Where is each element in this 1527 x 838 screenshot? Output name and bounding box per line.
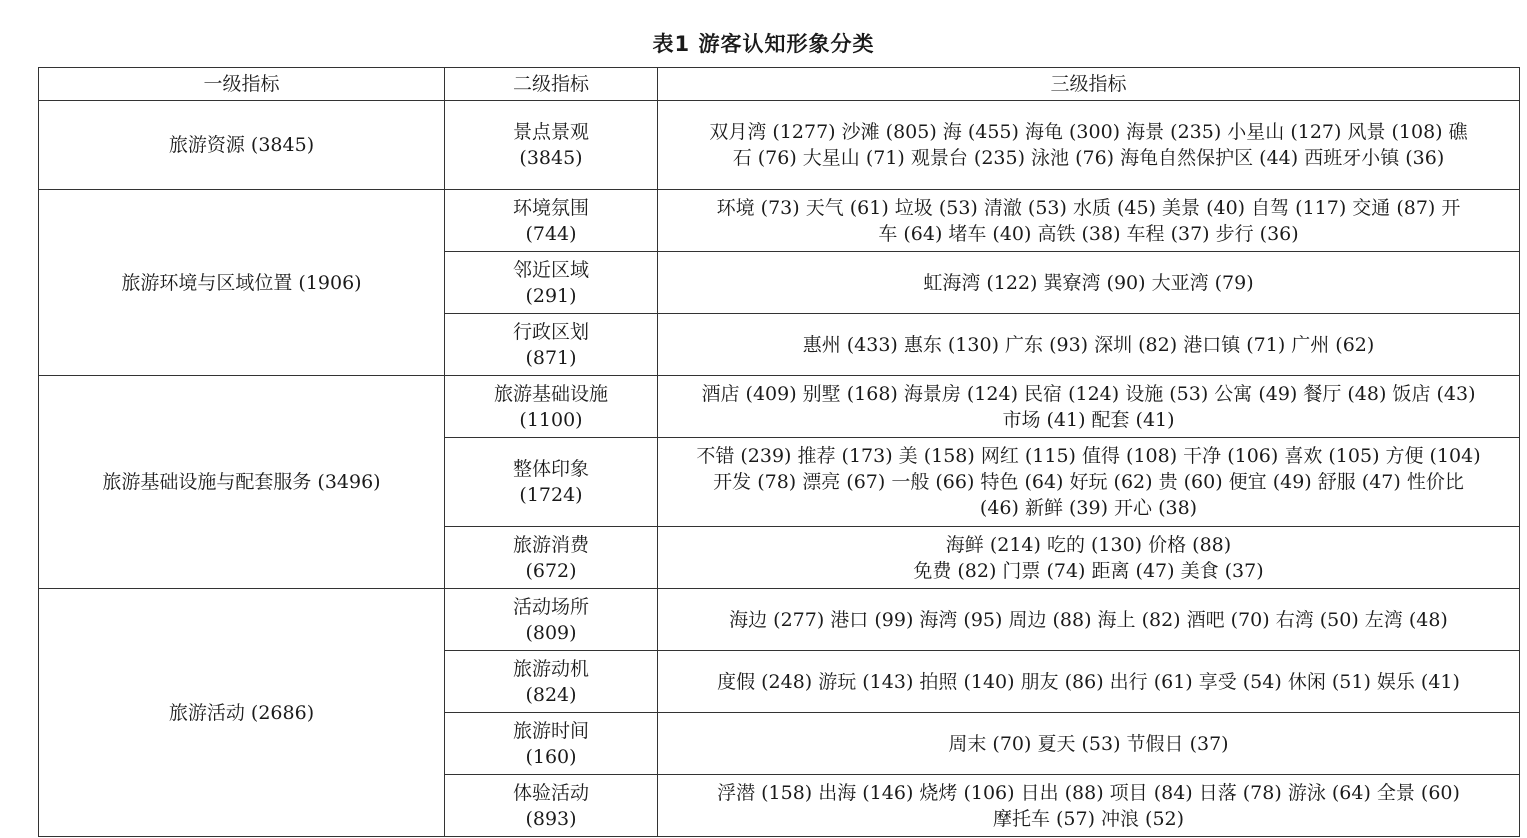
level2-name: 整体印象 bbox=[512, 458, 589, 480]
level2-cell bbox=[445, 651, 658, 713]
level3-line: 环境 (73) 天气 (61) 垃圾 (53) 清澈 (53) 水质 (45) 美景 (40) 自驾 (117) 交通 (87) 开 bbox=[716, 196, 1461, 219]
level2-count: (744) bbox=[525, 222, 577, 245]
level2-name: 旅游时间 bbox=[512, 719, 589, 742]
level1-cell: 旅游环境与区域位置 (1906) bbox=[39, 190, 445, 376]
level2-count: (3845) bbox=[519, 147, 583, 169]
level3-line: (46) 新鲜 (39) 开心 (38) bbox=[979, 497, 1198, 519]
level2-cell bbox=[445, 713, 658, 775]
level2-cell bbox=[445, 376, 658, 438]
level3-line: 虹海湾 (122) 巽寮湾 (90) 大亚湾 (79) bbox=[923, 271, 1254, 294]
level3-line: 双月湾 (1277) 沙滩 (805) 海 (455) 海龟 (300) 海景 (235) 小星山 (127) 风景 (108) 礁 bbox=[709, 121, 1468, 143]
header-level2: 二级指标 bbox=[445, 68, 658, 101]
level2-cell bbox=[445, 252, 658, 314]
level3-cell bbox=[658, 252, 1520, 314]
level3-line: 海边 (277) 港口 (99) 海湾 (95) 周边 (88) 海上 (82) 酒吧 (70) 右湾 (50) 左湾 (48) bbox=[729, 608, 1448, 631]
level2-count: (672) bbox=[525, 559, 577, 582]
level2-count: (291) bbox=[525, 284, 577, 307]
header-row bbox=[39, 68, 1520, 101]
level2-count: (893) bbox=[525, 807, 577, 830]
level2-name: 行政区划 bbox=[512, 320, 589, 343]
level2-count: (871) bbox=[525, 346, 577, 369]
level2-name: 旅游消费 bbox=[512, 533, 589, 556]
level2-name: 旅游动机 bbox=[512, 657, 589, 680]
level3-line: 周末 (70) 夏天 (53) 节假日 (37) bbox=[948, 732, 1229, 755]
level3-cell bbox=[658, 190, 1520, 252]
level1-cell: 旅游资源 (3845) bbox=[39, 101, 445, 190]
level3-line: 免费 (82) 门票 (74) 距离 (47) 美食 (37) bbox=[913, 559, 1264, 582]
header-level3: 三级指标 bbox=[658, 68, 1520, 101]
level2-name: 活动场所 bbox=[512, 595, 589, 618]
table-row bbox=[39, 190, 1520, 252]
level3-line: 不错 (239) 推荐 (173) 美 (158) 网红 (115) 值得 (108) 干净 (106) 喜欢 (105) 方便 (104) bbox=[696, 445, 1481, 467]
level2-cell bbox=[445, 589, 658, 651]
level3-cell bbox=[658, 589, 1520, 651]
level2-count: (809) bbox=[525, 621, 577, 644]
level1-cell: 旅游活动 (2686) bbox=[39, 589, 445, 837]
table-row bbox=[39, 376, 1520, 438]
level2-count: (824) bbox=[525, 683, 577, 706]
level2-count: (160) bbox=[525, 745, 577, 768]
header-level1: 一级指标 bbox=[39, 68, 445, 101]
level3-cell bbox=[658, 713, 1520, 775]
level2-count: (1100) bbox=[519, 408, 583, 431]
level2-cell bbox=[445, 101, 658, 190]
level3-line: 酒店 (409) 别墅 (168) 海景房 (124) 民宿 (124) 设施 (53) 公寓 (49) 餐厅 (48) 饭店 (43) bbox=[701, 382, 1476, 405]
classification-table bbox=[38, 67, 1520, 837]
table-caption: 表1 游客认知形象分类 bbox=[652, 32, 875, 56]
level2-name: 环境氛围 bbox=[512, 196, 589, 219]
level3-line: 海鲜 (214) 吃的 (130) 价格 (88) bbox=[945, 533, 1232, 556]
level3-cell bbox=[658, 101, 1520, 190]
level3-cell bbox=[658, 438, 1520, 527]
level3-line: 开发 (78) 漂亮 (67) 一般 (66) 特色 (64) 好玩 (62) 贵 (60) 便宜 (49) 舒服 (47) 性价比 bbox=[713, 471, 1464, 493]
level2-name: 邻近区域 bbox=[512, 258, 589, 281]
level2-cell bbox=[445, 527, 658, 589]
level2-cell bbox=[445, 190, 658, 252]
level2-name: 旅游基础设施 bbox=[493, 382, 608, 405]
level1-cell: 旅游基础设施与配套服务 (3496) bbox=[39, 376, 445, 589]
level3-line: 惠州 (433) 惠东 (130) 广东 (93) 深圳 (82) 港口镇 (71) 广州 (62) bbox=[802, 333, 1375, 356]
level2-cell bbox=[445, 775, 658, 837]
level3-cell bbox=[658, 527, 1520, 589]
level2-cell bbox=[445, 438, 658, 527]
table-row bbox=[39, 101, 1520, 190]
level3-line: 度假 (248) 游玩 (143) 拍照 (140) 朋友 (86) 出行 (61) 享受 (54) 休闲 (51) 娱乐 (41) bbox=[717, 670, 1460, 693]
level3-line: 浮潜 (158) 出海 (146) 烧烤 (106) 日出 (88) 项目 (84) 日落 (78) 游泳 (64) 全景 (60) bbox=[717, 781, 1460, 804]
level2-name: 体验活动 bbox=[512, 781, 589, 804]
level3-cell bbox=[658, 314, 1520, 376]
level3-line: 车 (64) 堵车 (40) 高铁 (38) 车程 (37) 步行 (36) bbox=[878, 222, 1299, 245]
level3-cell bbox=[658, 775, 1520, 837]
level3-line: 市场 (41) 配套 (41) bbox=[1002, 408, 1175, 431]
level3-cell bbox=[658, 376, 1520, 438]
level3-cell bbox=[658, 651, 1520, 713]
level2-count: (1724) bbox=[519, 484, 583, 506]
level2-name: 景点景观 bbox=[512, 121, 589, 143]
table-row bbox=[39, 589, 1520, 651]
level3-line: 摩托车 (57) 冲浪 (52) bbox=[992, 807, 1185, 830]
level3-line: 石 (76) 大星山 (71) 观景台 (235) 泳池 (76) 海龟自然保护区 (44) 西班牙小镇 (36) bbox=[732, 147, 1445, 169]
level2-cell bbox=[445, 314, 658, 376]
